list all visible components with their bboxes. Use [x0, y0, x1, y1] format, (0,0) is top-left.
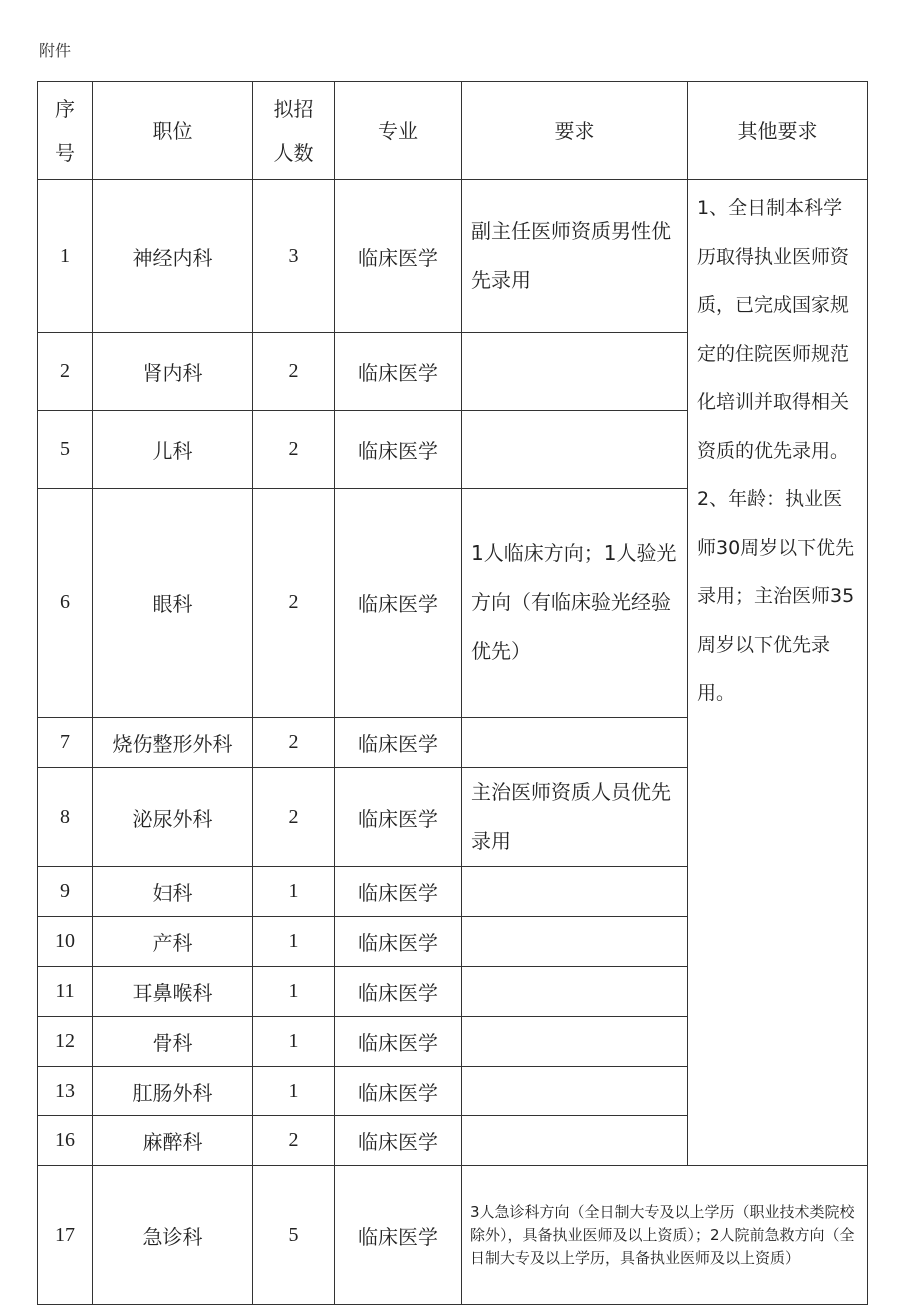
other-requirements: 1、全日制本科学历取得执业医师资质，已完成国家规定的住院医师规范化培训并取得相关资质的优先录用。2、年龄：执业医师30周岁以下优先录用；主治医师35周岁以下优先录用。 — [688, 180, 868, 718]
header-no: 序 号 — [38, 82, 93, 180]
row-count: 5 — [253, 1166, 335, 1305]
attachment-label: 附件 — [39, 41, 72, 60]
row-requirement: 1人临床方向；1人验光方向（有临床验光经验优先） — [462, 488, 688, 717]
header-count: 拟招 人数 — [253, 82, 335, 180]
row-position: 神经内科 — [93, 180, 253, 333]
row-count: 2 — [253, 488, 335, 717]
header-requirement: 要求 — [462, 82, 688, 180]
row-position: 产科 — [93, 917, 253, 967]
row-requirement: 主治医师资质人员优先录用 — [462, 768, 688, 867]
row-position: 妇科 — [93, 867, 253, 917]
row-count: 2 — [253, 718, 335, 768]
row-count: 1 — [253, 867, 335, 917]
other-requirements-continued — [688, 718, 868, 1166]
row-count: 1 — [253, 1067, 335, 1116]
row-no: 2 — [38, 333, 93, 411]
row-count: 2 — [253, 1116, 335, 1166]
row-major: 临床医学 — [335, 488, 462, 717]
row-count: 2 — [253, 768, 335, 867]
row-count: 1 — [253, 917, 335, 967]
row-major: 临床医学 — [335, 718, 462, 768]
row-requirement — [462, 718, 688, 768]
row-major: 临床医学 — [335, 180, 462, 333]
header-major: 专业 — [335, 82, 462, 180]
row-major: 临床医学 — [335, 1166, 462, 1305]
table-row — [38, 180, 868, 333]
row-count: 1 — [253, 967, 335, 1017]
row-position: 麻醉科 — [93, 1116, 253, 1166]
row-position: 耳鼻喉科 — [93, 967, 253, 1017]
header-row — [38, 82, 868, 180]
row-no: 16 — [38, 1116, 93, 1166]
row-no: 12 — [38, 1017, 93, 1067]
recruitment-table — [37, 81, 868, 1305]
row-no: 6 — [38, 488, 93, 717]
row-position: 烧伤整形外科 — [93, 718, 253, 768]
row-requirement — [462, 1017, 688, 1067]
row-position: 骨科 — [93, 1017, 253, 1067]
row-requirement — [462, 1116, 688, 1166]
row-no: 13 — [38, 1067, 93, 1116]
row-count: 2 — [253, 411, 335, 489]
table-row — [38, 1166, 868, 1305]
row-major: 临床医学 — [335, 1116, 462, 1166]
row-requirement — [462, 967, 688, 1017]
row-major: 临床医学 — [335, 1017, 462, 1067]
row-requirement — [462, 411, 688, 489]
header-position: 职位 — [93, 82, 253, 180]
row-position: 肛肠外科 — [93, 1067, 253, 1116]
row-position: 急诊科 — [93, 1166, 253, 1305]
row-requirement: 副主任医师资质男性优先录用 — [462, 180, 688, 333]
row-count: 1 — [253, 1017, 335, 1067]
row-count: 2 — [253, 333, 335, 411]
row-major: 临床医学 — [335, 917, 462, 967]
row-no: 1 — [38, 180, 93, 333]
table-row — [38, 718, 868, 768]
row-no: 17 — [38, 1166, 93, 1305]
row-requirement — [462, 917, 688, 967]
row-major: 临床医学 — [335, 867, 462, 917]
row-position: 泌尿外科 — [93, 768, 253, 867]
row-position: 眼科 — [93, 488, 253, 717]
row-requirement — [462, 1067, 688, 1116]
row-major: 临床医学 — [335, 1067, 462, 1116]
row-requirement — [462, 333, 688, 411]
row-count: 3 — [253, 180, 335, 333]
row-position: 儿科 — [93, 411, 253, 489]
row-major: 临床医学 — [335, 768, 462, 867]
recruitment-table-container — [37, 81, 867, 1267]
row-no: 7 — [38, 718, 93, 768]
row-major: 临床医学 — [335, 967, 462, 1017]
header-other: 其他要求 — [688, 82, 868, 180]
row-no: 5 — [38, 411, 93, 489]
row-no: 9 — [38, 867, 93, 917]
row-requirement — [462, 867, 688, 917]
row-no: 10 — [38, 917, 93, 967]
row-position: 肾内科 — [93, 333, 253, 411]
row-requirement: 3人急诊科方向（全日制大专及以上学历（职业技术类院校除外），具备执业医师及以上资质）；2人院前急救方向（全日制大专及以上学历，具备执业医师及以上资质） — [462, 1166, 868, 1305]
row-no: 11 — [38, 967, 93, 1017]
row-major: 临床医学 — [335, 333, 462, 411]
row-no: 8 — [38, 768, 93, 867]
row-major: 临床医学 — [335, 411, 462, 489]
